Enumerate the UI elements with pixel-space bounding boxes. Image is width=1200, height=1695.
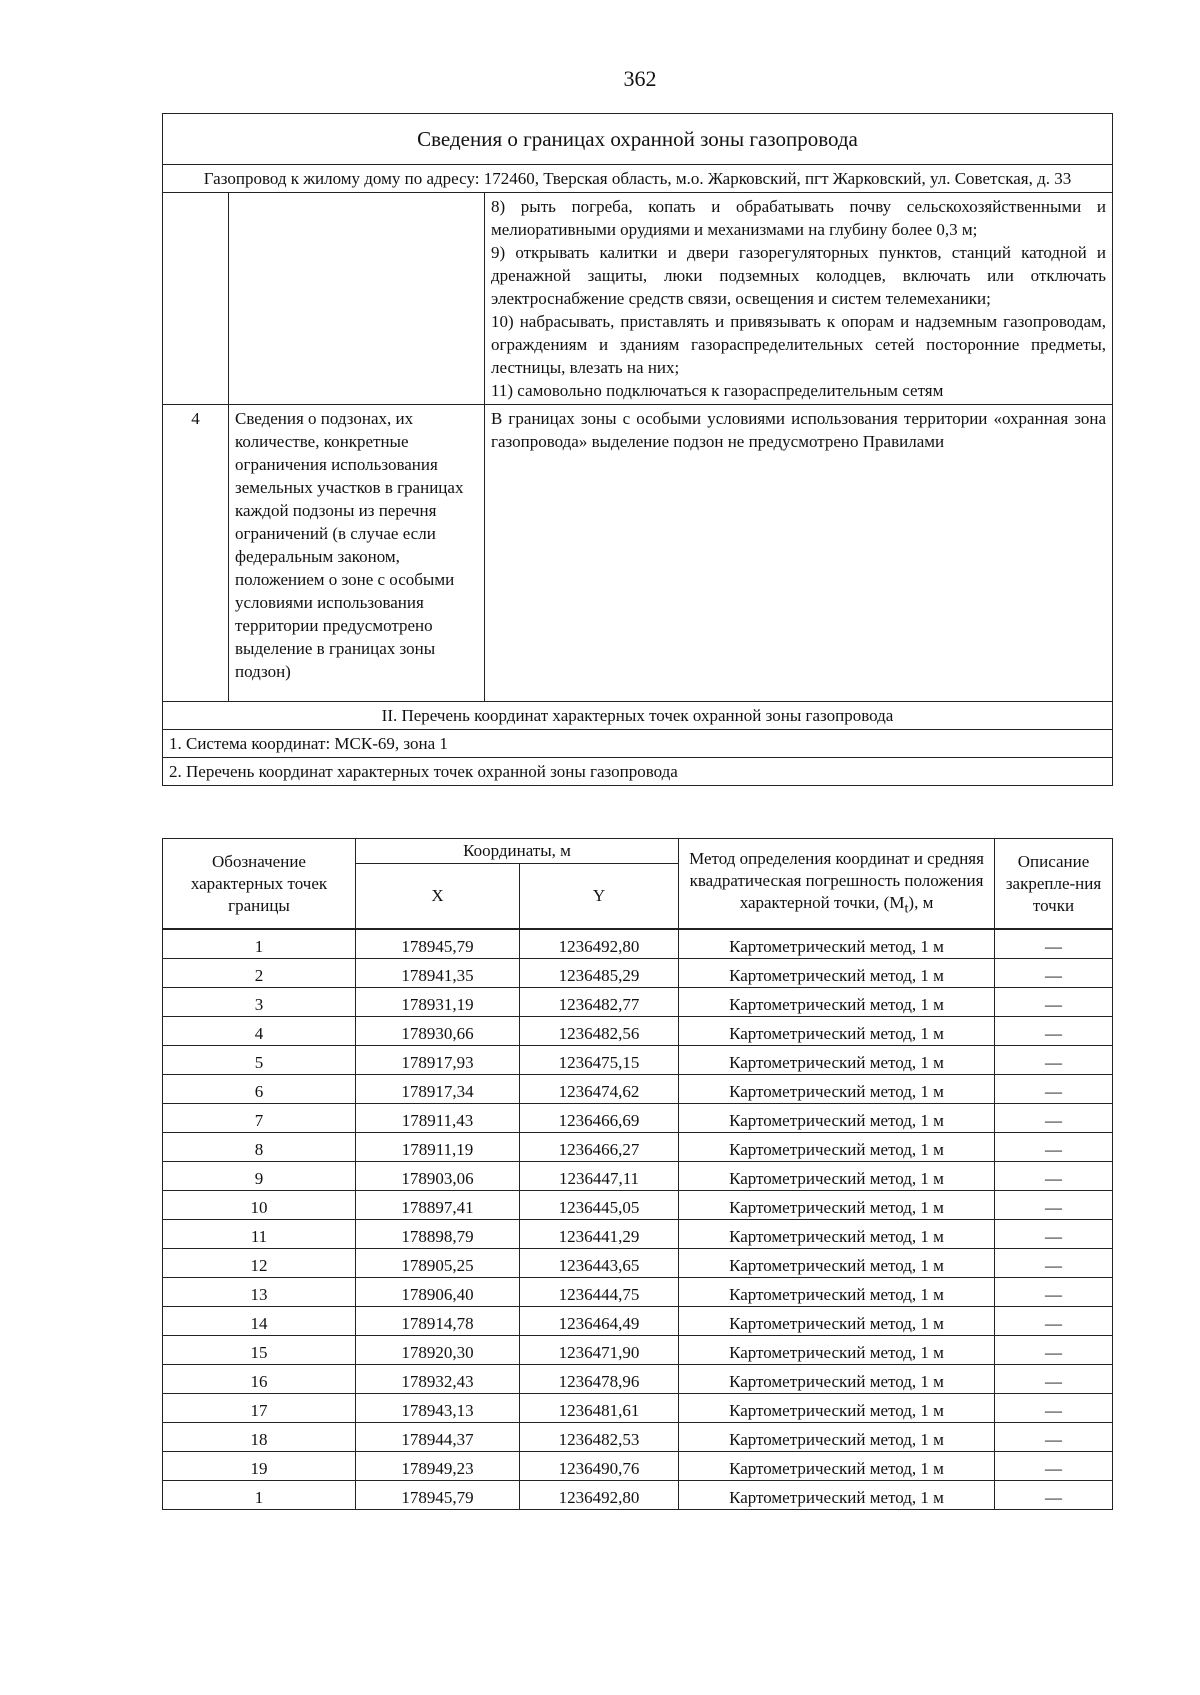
point-id: 13 [163,1278,356,1307]
subtitle-row [163,165,1113,193]
coord-y: 1236466,27 [520,1133,679,1162]
list-title: 2. Перечень координат характерных точек охранной зоны газопровода [163,758,1113,786]
table-row [163,1104,1113,1133]
table-row [163,1307,1113,1336]
method-cell: Картометрический метод, 1 м [679,988,995,1017]
method-cell: Картометрический метод, 1 м [679,1075,995,1104]
page-number: 362 [623,66,657,91]
table-row [163,1220,1113,1249]
point-id: 19 [163,1452,356,1481]
restrictions-list [485,193,1113,405]
subzones-label: Сведения о подзонах, их количестве, конкретные ограничения использования земельных участков в границах каждой подзоны из перечня ограничений (в случае если федеральным законом, положением о зоне с особыми условиями использования территории предусмотрено выделение в границах зоны подзон) [229,405,485,702]
method-cell: Картометрический метод, 1 м [679,959,995,988]
point-id: 2 [163,959,356,988]
section2-row [163,702,1113,730]
coord-x: 178932,43 [356,1365,520,1394]
coord-x: 178920,30 [356,1336,520,1365]
table-row [163,1017,1113,1046]
desc-cell: — [995,1336,1113,1365]
table-row [163,1365,1113,1394]
coord-x: 178906,40 [356,1278,520,1307]
method-cell: Картометрический метод, 1 м [679,1017,995,1046]
point-id: 18 [163,1423,356,1452]
point-id: 6 [163,1075,356,1104]
coord-y: 1236464,49 [520,1307,679,1336]
header-point: Обозначение характерных точек границы [163,839,356,930]
point-id: 16 [163,1365,356,1394]
zone-info-table [162,113,1113,786]
table-row [163,929,1113,959]
coord-y: 1236466,69 [520,1104,679,1133]
desc-cell: — [995,1365,1113,1394]
coord-y: 1236444,75 [520,1278,679,1307]
header-method-sub: t [904,900,909,917]
header-method-text: Метод определения координат и средняя квадратическая погрешность положения характерной точки, (M [689,848,984,912]
restriction-item: 9) открывать калитки и двери газорегуляторных пунктов, станций катодной и дренажной защиты, люки подземных колодцев, включать или отключать электроснабжение средств связи, освещения и систем телемеханики; [491,243,1107,308]
coord-header-row [163,839,1113,864]
coord-x: 178911,19 [356,1133,520,1162]
restriction-item: 11) самовольно подключаться к газораспределительным сетям [491,381,944,400]
restriction-item: 8) рыть погреба, копать и обрабатывать почву сельскохозяйственными и мелиоративными орудиями и механизмами на глубину более 0,3 м; [491,197,1107,239]
point-id: 11 [163,1220,356,1249]
coord-y: 1236492,80 [520,1481,679,1510]
coord-y: 1236490,76 [520,1452,679,1481]
desc-cell: — [995,1075,1113,1104]
method-cell: Картометрический метод, 1 м [679,1423,995,1452]
method-cell: Картометрический метод, 1 м [679,1162,995,1191]
point-id: 4 [163,1017,356,1046]
desc-cell: — [995,1452,1113,1481]
coord-x: 178941,35 [356,959,520,988]
point-id: 14 [163,1307,356,1336]
coord-x: 178931,19 [356,988,520,1017]
coord-x: 178914,78 [356,1307,520,1336]
desc-cell: — [995,1249,1113,1278]
method-cell: Картометрический метод, 1 м [679,1365,995,1394]
method-cell: Картометрический метод, 1 м [679,1046,995,1075]
table-row [163,1162,1113,1191]
coord-y: 1236475,15 [520,1046,679,1075]
point-id: 9 [163,1162,356,1191]
coord-system: 1. Система координат: МСК-69, зона 1 [163,730,1113,758]
desc-cell: — [995,1133,1113,1162]
method-cell: Картометрический метод, 1 м [679,1307,995,1336]
table-row [163,1075,1113,1104]
coordinates-table [162,838,1113,1510]
coordinates-body [163,929,1113,1510]
desc-cell: — [995,929,1113,959]
list-title-row [163,758,1113,786]
method-cell: Картометрический метод, 1 м [679,1336,995,1365]
desc-cell: — [995,1307,1113,1336]
coord-x: 178905,25 [356,1249,520,1278]
coord-x: 178903,06 [356,1162,520,1191]
restriction-item: 10) набрасывать, приставлять и привязывать к опорам и надземным газопроводам, ограждениям и зданиям газораспределительных сетей посторонние предметы, лестницы, влезать на них; [491,312,1107,377]
coord-y: 1236441,29 [520,1220,679,1249]
method-cell: Картометрический метод, 1 м [679,1104,995,1133]
coord-y: 1236482,53 [520,1423,679,1452]
coord-x: 178930,66 [356,1017,520,1046]
desc-cell: — [995,1278,1113,1307]
table-row [163,1046,1113,1075]
coord-x: 178917,93 [356,1046,520,1075]
point-id: 8 [163,1133,356,1162]
coord-x: 178949,23 [356,1452,520,1481]
point-id: 17 [163,1394,356,1423]
table-row [163,1481,1113,1510]
desc-cell: — [995,1481,1113,1510]
coord-y: 1236471,90 [520,1336,679,1365]
desc-cell: — [995,1162,1113,1191]
desc-cell: — [995,959,1113,988]
document-subtitle: Газопровод к жилому дому по адресу: 172460, Тверская область, м.о. Жарковский, пгт Жарковский, ул. Советская, д. 33 [163,165,1113,193]
coord-x: 178943,13 [356,1394,520,1423]
desc-cell: — [995,1191,1113,1220]
table-row [163,1452,1113,1481]
method-cell: Картометрический метод, 1 м [679,1133,995,1162]
table-row [163,1249,1113,1278]
coord-y: 1236482,77 [520,988,679,1017]
restrictions-num-cell [163,193,229,405]
desc-cell: — [995,1394,1113,1423]
table-row [163,1133,1113,1162]
desc-cell: — [995,1017,1113,1046]
coord-x: 178897,41 [356,1191,520,1220]
coord-y: 1236492,80 [520,929,679,959]
coord-y: 1236478,96 [520,1365,679,1394]
table-row [163,1191,1113,1220]
restrictions-label-cell [229,193,485,405]
point-id: 10 [163,1191,356,1220]
coord-x: 178917,34 [356,1075,520,1104]
method-cell: Картометрический метод, 1 м [679,1278,995,1307]
coord-x: 178911,43 [356,1104,520,1133]
point-id: 15 [163,1336,356,1365]
method-cell: Картометрический метод, 1 м [679,1191,995,1220]
point-id: 5 [163,1046,356,1075]
header-method [679,839,995,930]
method-cell: Картометрический метод, 1 м [679,1249,995,1278]
point-id: 1 [163,1481,356,1510]
coord-y: 1236481,61 [520,1394,679,1423]
header-x: X [356,864,520,930]
point-id: 1 [163,929,356,959]
method-cell: Картометрический метод, 1 м [679,1220,995,1249]
title-row [163,114,1113,165]
header-method-tail: ), м [908,892,934,912]
restrictions-row [163,193,1113,405]
table-row [163,959,1113,988]
coord-system-row [163,730,1113,758]
coord-y: 1236482,56 [520,1017,679,1046]
subzones-num: 4 [163,405,229,702]
point-id: 12 [163,1249,356,1278]
table-row [163,1278,1113,1307]
coord-x: 178945,79 [356,1481,520,1510]
table-row [163,1336,1113,1365]
section2-title: II. Перечень координат характерных точек охранной зоны газопровода [163,702,1113,730]
subzones-value: В границах зоны с особыми условиями использования территории «охранная зона газопровода» выделение подзон не предусмотрено Правилами [485,405,1113,702]
table-row [163,988,1113,1017]
coord-y: 1236445,05 [520,1191,679,1220]
coord-y: 1236447,11 [520,1162,679,1191]
document-title: Сведения о границах охранной зоны газопровода [163,114,1113,165]
header-coords: Координаты, м [356,839,679,864]
coord-y: 1236443,65 [520,1249,679,1278]
table-row [163,1394,1113,1423]
coord-x: 178898,79 [356,1220,520,1249]
point-id: 7 [163,1104,356,1133]
desc-cell: — [995,1220,1113,1249]
method-cell: Картометрический метод, 1 м [679,929,995,959]
desc-cell: — [995,1423,1113,1452]
table-row [163,1423,1113,1452]
desc-cell: — [995,988,1113,1017]
method-cell: Картометрический метод, 1 м [679,1481,995,1510]
desc-cell: — [995,1104,1113,1133]
header-desc: Описание закрепле-ния точки [995,839,1113,930]
coord-x: 178945,79 [356,929,520,959]
coord-x: 178944,37 [356,1423,520,1452]
method-cell: Картометрический метод, 1 м [679,1394,995,1423]
point-id: 3 [163,988,356,1017]
header-y: Y [520,864,679,930]
coord-y: 1236474,62 [520,1075,679,1104]
subzones-row [163,405,1113,702]
desc-cell: — [995,1046,1113,1075]
coord-y: 1236485,29 [520,959,679,988]
method-cell: Картометрический метод, 1 м [679,1452,995,1481]
